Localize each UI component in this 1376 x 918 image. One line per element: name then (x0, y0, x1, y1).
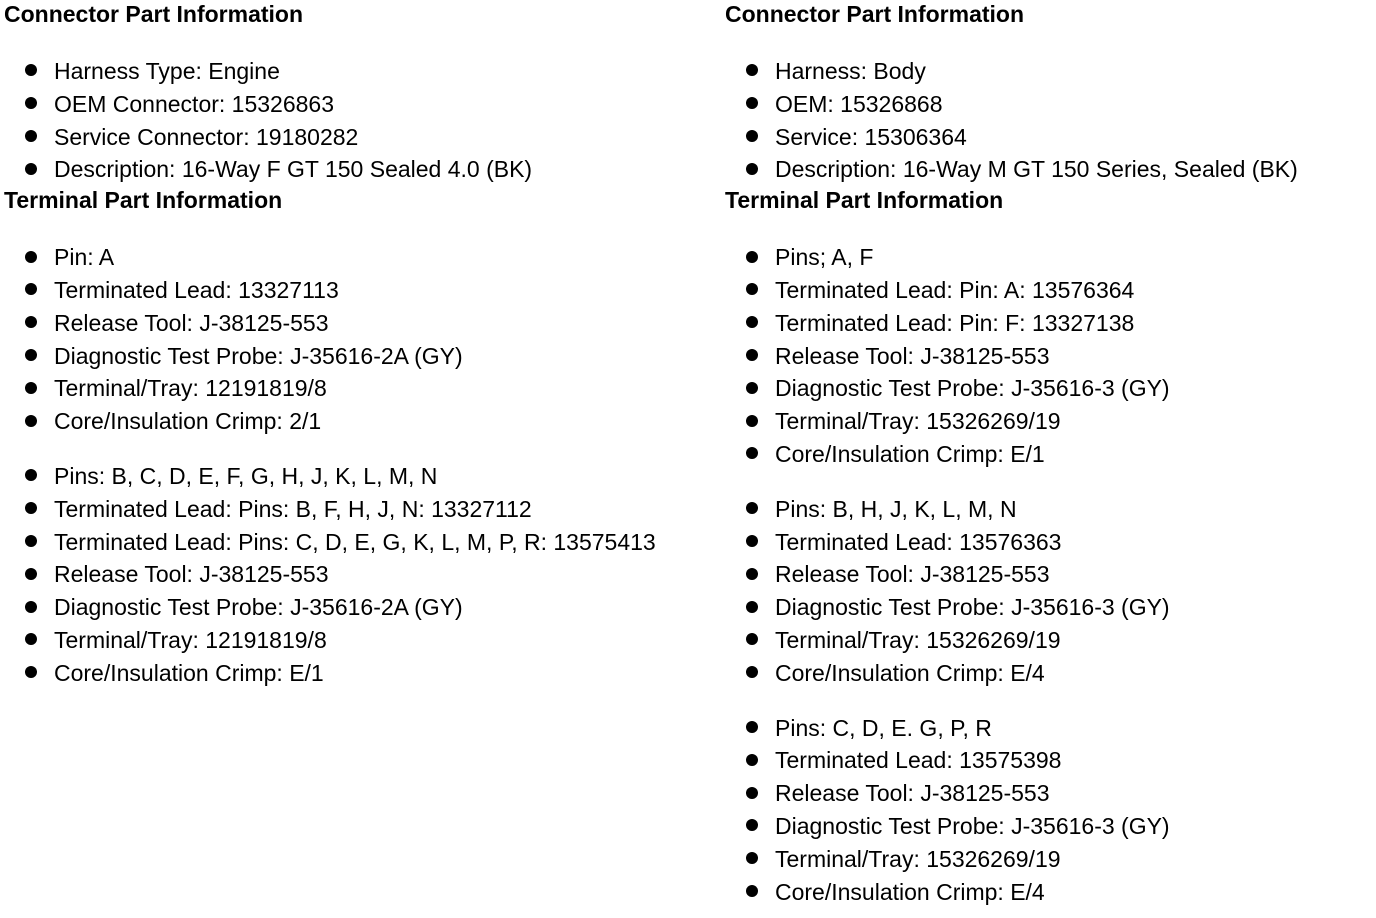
bullet-icon (25, 97, 37, 109)
list-item (4, 405, 720, 438)
list-item (4, 372, 720, 405)
list-item (725, 493, 1373, 526)
bullet-icon (25, 415, 37, 427)
list-item-text: Terminated Lead: 13576363 (775, 528, 1062, 555)
list-item (4, 340, 720, 373)
right-column (725, 0, 1373, 908)
list-item-text: Harness Type: Engine (54, 58, 280, 84)
list-item-text: Terminated Lead: Pins: C, D, E, G, K, L, M, P, R: 13575413 (54, 528, 656, 555)
list-item-text: Pins: C, D, E. G, P, R (775, 714, 992, 741)
list-item-text: Diagnostic Test Probe: J-35616-2A (GY) (54, 342, 463, 369)
bullet-icon (746, 349, 758, 361)
connector-list (4, 55, 720, 186)
list-item-text: Terminal/Tray: 12191819/8 (54, 626, 327, 653)
list-item-text: Description: 16-Way F GT 150 Sealed 4.0 (BK) (54, 156, 533, 183)
list-item-text: Terminal/Tray: 15326269/19 (775, 408, 1061, 435)
list-item (4, 274, 720, 307)
list-item (725, 777, 1373, 810)
list-item (725, 558, 1373, 591)
bullet-icon (746, 721, 758, 733)
list-item-text: Core/Insulation Crimp: E/1 (775, 440, 1045, 467)
bullet-icon (746, 535, 758, 547)
list-item-text: Terminal/Tray: 15326269/19 (775, 845, 1061, 872)
terminal-heading: Terminal Part Information (725, 187, 1004, 214)
list-item-text: OEM Connector: 15326863 (54, 90, 335, 117)
list-item-text: Pins: B, C, D, E, F, G, H, J, K, L, M, N (54, 462, 438, 489)
terminal-group (725, 712, 1373, 909)
bullet-icon (25, 502, 37, 514)
bullet-icon (25, 568, 37, 580)
left-column (4, 0, 720, 690)
list-item-text: Harness: Body (775, 58, 926, 84)
bullet-icon (746, 601, 758, 613)
list-item (4, 493, 720, 526)
list-item-text: Release Tool: J-38125-553 (775, 780, 1050, 807)
list-item (4, 121, 720, 154)
list-item (4, 460, 720, 493)
list-item-text: Terminated Lead: Pins: B, F, H, J, N: 13327112 (54, 495, 532, 522)
connector-list (725, 55, 1373, 186)
list-item (725, 88, 1373, 121)
list-item (4, 55, 720, 88)
bullet-icon (25, 535, 37, 547)
list-item (4, 153, 720, 186)
list-item-text: Terminal/Tray: 12191819/8 (54, 375, 327, 402)
bullet-icon (25, 349, 37, 361)
bullet-icon (746, 754, 758, 766)
list-item (4, 624, 720, 657)
list-item (725, 744, 1373, 777)
bullet-icon (746, 97, 758, 109)
list-item (4, 558, 720, 591)
bullet-icon (25, 130, 37, 142)
list-item-text: OEM: 15326868 (775, 90, 943, 117)
list-item (725, 591, 1373, 624)
list-item-text: Service Connector: 19180282 (54, 123, 359, 150)
bullet-icon (746, 852, 758, 864)
list-item (725, 657, 1373, 690)
list-item (725, 624, 1373, 657)
list-item-text: Release Tool: J-38125-553 (54, 561, 329, 588)
list-item (725, 405, 1373, 438)
list-item-text: Terminated Lead: 13575398 (775, 747, 1062, 774)
list-item (725, 121, 1373, 154)
bullet-icon (746, 64, 758, 76)
list-item (725, 876, 1373, 909)
bullet-icon (746, 666, 758, 678)
list-item (725, 55, 1373, 88)
list-item (725, 712, 1373, 745)
bullet-icon (25, 633, 37, 645)
bullet-icon (746, 502, 758, 514)
list-item-text: Terminated Lead: 13327113 (54, 276, 339, 303)
bullet-icon (25, 283, 37, 295)
bullet-icon (746, 163, 758, 175)
list-item (725, 274, 1373, 307)
list-item-text: Pins: B, H, J, K, L, M, N (775, 495, 1017, 522)
list-item (725, 526, 1373, 559)
bullet-icon (746, 130, 758, 142)
list-item (725, 153, 1373, 186)
list-item-text: Service: 15306364 (775, 123, 967, 150)
bullet-icon (746, 283, 758, 295)
terminal-group (725, 493, 1373, 690)
list-item (725, 438, 1373, 471)
list-item (4, 88, 720, 121)
list-item-text: Terminated Lead: Pin: F: 13327138 (775, 309, 1135, 336)
list-item (4, 591, 720, 624)
bullet-icon (25, 666, 37, 678)
list-item-text: Description: 16-Way M GT 150 Series, Sealed (BK) (775, 156, 1298, 183)
bullet-icon (746, 568, 758, 580)
list-item-text: Diagnostic Test Probe: J-35616-3 (GY) (775, 594, 1170, 621)
list-item-text: Pin: A (54, 244, 115, 271)
terminal-group (4, 241, 720, 438)
list-item-text: Core/Insulation Crimp: E/4 (775, 878, 1045, 905)
terminal-group (725, 241, 1373, 471)
list-item-text: Diagnostic Test Probe: J-35616-3 (GY) (775, 812, 1170, 839)
bullet-icon (746, 316, 758, 328)
list-item-text: Release Tool: J-38125-553 (775, 342, 1050, 369)
bullet-icon (25, 469, 37, 481)
bullet-icon (25, 382, 37, 394)
list-item-text: Pins; A, F (775, 244, 874, 271)
bullet-icon (746, 633, 758, 645)
bullet-icon (25, 316, 37, 328)
list-item (725, 843, 1373, 876)
list-item (4, 241, 720, 274)
list-item (4, 526, 720, 559)
list-item-text: Diagnostic Test Probe: J-35616-2A (GY) (54, 594, 463, 621)
list-item-text: Terminated Lead: Pin: A: 13576364 (775, 276, 1135, 303)
list-item (4, 657, 720, 690)
connector-heading: Connector Part Information (725, 1, 1025, 27)
bullet-icon (746, 885, 758, 897)
bullet-icon (25, 601, 37, 613)
list-item-text: Terminal/Tray: 15326269/19 (775, 626, 1061, 653)
bullet-icon (746, 447, 758, 459)
list-item-text: Release Tool: J-38125-553 (775, 561, 1050, 588)
list-item-text: Release Tool: J-38125-553 (54, 309, 329, 336)
list-item (725, 307, 1373, 340)
connector-heading: Connector Part Information (4, 1, 304, 27)
list-item (725, 340, 1373, 373)
bullet-icon (25, 64, 37, 76)
bullet-icon (746, 251, 758, 263)
list-item (4, 307, 720, 340)
bullet-icon (746, 382, 758, 394)
bullet-icon (746, 819, 758, 831)
terminal-group (4, 460, 720, 690)
bullet-icon (25, 163, 37, 175)
terminal-heading: Terminal Part Information (4, 187, 283, 214)
list-item-text: Core/Insulation Crimp: E/4 (775, 659, 1045, 686)
list-item (725, 241, 1373, 274)
list-item (725, 810, 1373, 843)
bullet-icon (746, 415, 758, 427)
bullet-icon (25, 251, 37, 263)
list-item-text: Core/Insulation Crimp: 2/1 (54, 408, 322, 435)
list-item-text: Core/Insulation Crimp: E/1 (54, 659, 324, 686)
list-item-text: Diagnostic Test Probe: J-35616-3 (GY) (775, 375, 1170, 402)
list-item (725, 372, 1373, 405)
bullet-icon (746, 787, 758, 799)
